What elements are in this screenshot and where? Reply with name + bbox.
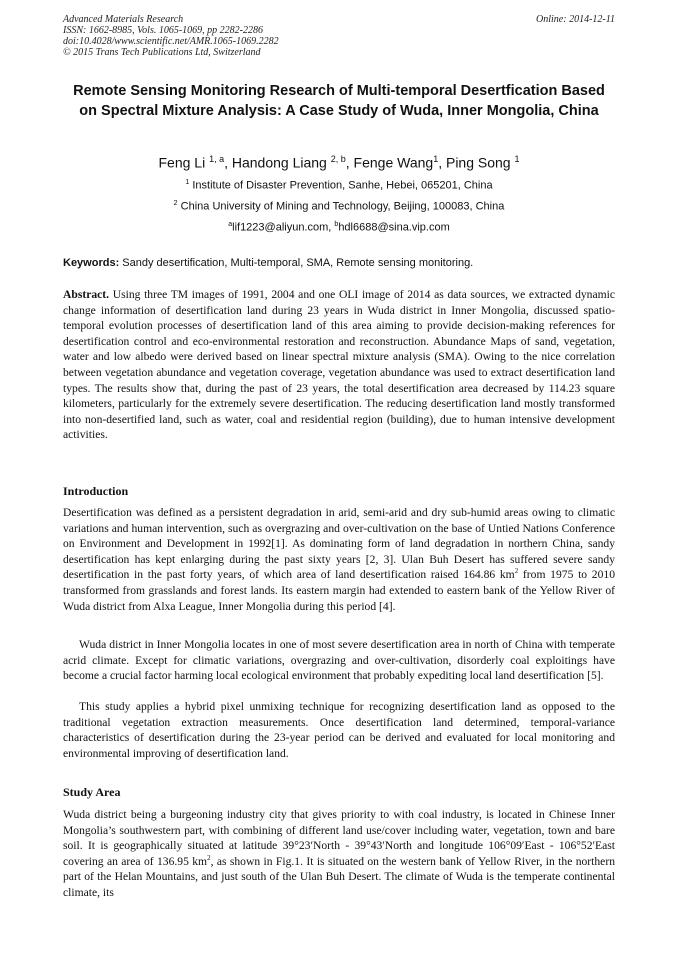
journal-name: Advanced Materials Research [63,14,184,25]
affiliation-superscript: 2 [173,200,178,207]
doi-line: doi:10.4028/www.scientific.net/AMR.1065-1069.2282 [63,36,279,47]
superscript: 2 [514,567,519,576]
abstract-label: Abstract. [63,288,110,301]
study-area-paragraph-1 [63,807,615,901]
author-name: Feng Li [158,154,206,171]
author-superscript: 1 [433,154,439,164]
affiliation-text: Institute of Disaster Prevention, Sanhe, Hebei, 065201, China [192,179,493,192]
email-address: hdl6688@sina.vip.com [338,221,450,234]
affiliation-2 [63,197,615,214]
section-heading-introduction: Introduction [63,484,129,498]
author-separator: , [345,154,354,171]
paragraph-text: Desertification was defined as a persistent degradation in arid, semi-arid and dry sub-humid areas owing to climatic variations and human intervention, such as overgrazing and over-cultivation on the base of Untied Nations Conference on Environment and Development in 1992[1]. As dominating form of land degradation in northern China, sandy desertification has kept enlarging during the past sixty years [2, 3]. Ulan Buh Desert has suffered severe sandy desertification in the past forty years, of which area of land desertification raised 164.86 km [63,506,615,582]
email-superscript: b [334,221,339,228]
email-line [63,218,615,235]
author-name: Fenge Wang [353,154,434,171]
author-name: Ping Song [445,154,511,171]
introduction-paragraph-2: Wuda district in Inner Mongolia locates in one of most severe desertification area in north of China with temperate acrid climate. Except for climatic variations, overgrazing and over-cultivation, disorderly coal exploitings have become a crucial factor harming local ecological environment that probably expediting local land desertification [5]. [63,638,615,683]
affiliation-1 [63,176,615,193]
issn-line: ISSN: 1662-8985, Vols. 1065-1069, pp 2282-2286 [63,25,263,36]
author-separator: , [224,154,232,171]
superscript: 2 [207,853,211,862]
online-date: Online: 2014-12-11 [536,14,615,25]
keywords-text: Sandy desertification, Multi-temporal, SMA, Remote sensing monitoring. [119,257,474,269]
paragraph-text: from 1975 to 2010 transformed from grasslands and forest lands. Its eastern margin had extended to eastern bank of the Yellow River of Wuda district from Alxa League, Inner Mongolia during this period [4]. [63,568,615,613]
paragraph-text: Wuda district being a burgeoning industry city that gives priority to with coal industry, is located in Chinese Inner Mongolia’s southwestern part, with combining of different land use/cover including water, vegetation, town and bare soil. It is geographically situated at latitude 39°23′North - 39°43′North and longitude 106°09′East - 106°52′East covering an area of 136.95 km [63,808,615,868]
running-header [63,14,615,58]
author-name: Handong Liang [231,154,327,171]
email-superscript: a [228,221,233,228]
author-separator: , [438,154,446,171]
section-heading-study-area: Study Area [63,785,121,799]
paper-title: Remote Sensing Monitoring Research of Multi-temporal Desertfication Based on Spectral Mixture Analysis: A Case Study of Wuda, Inner Mongolia, China [73,83,605,119]
author-superscript: 2, b [330,154,346,164]
author-superscript: 1, a [209,154,225,164]
paragraph-text: , as shown in Fig.1. It is situated on the western bank of Yellow River, in the northern part of the Helan Mountains, and just south of the Ulan Buh Desert. The climate of Wuda is the temperate continental climate, its [63,854,615,899]
affiliation-text: China University of Mining and Technology, Beijing, 100083, China [180,200,505,213]
email-address: lif1223@aliyun.com, [232,221,335,234]
copyright-line: © 2015 Trans Tech Publications Ltd, Switzerland [63,47,261,58]
author-list [63,150,615,172]
introduction-paragraph-1 [63,505,615,614]
keywords-label: Keywords: [63,257,120,269]
author-superscript: 1 [514,154,520,164]
abstract [63,287,615,443]
introduction-paragraph-3: This study applies a hybrid pixel unmixing technique for recognizing desertification land as opposed to the traditional vegetation extraction measurements. Once desertification land determined, temporal-variance characteristics of desertification during the 23-year period can be derived and evaluated for local monitoring and environmental improving of desertification land. [63,700,615,760]
keywords [63,256,615,270]
affiliation-superscript: 1 [185,179,190,186]
abstract-text: Using three TM images of 1991, 2004 and one OLI image of 2014 as data sources, we extracted dynamic change information of desertification land during 23 years in Wuda district in Inner Mongolia, discussed spatio-temporal evolution processes of desertification land of this area aiming to provide decision-making references for desertification control and eco-environmental restoration and reconstruction. Abundance Maps of sand, vegetation, water and low albedo were derived based on linear spectral mixture analysis (SMA). Owing to the nice correlation between vegetation abundance and vegetation coverage, vegetation abundance was used to extract desertification land types. The results show that, during the past of 23 years, the total desertification area decreased by 114.23 square kilometers, particularly for the extremely severe desertification. The reducing desertification land mostly transformed into non-desertified land, such as water, coal and residential region (building), due to human intensive development activities. [63,288,615,442]
